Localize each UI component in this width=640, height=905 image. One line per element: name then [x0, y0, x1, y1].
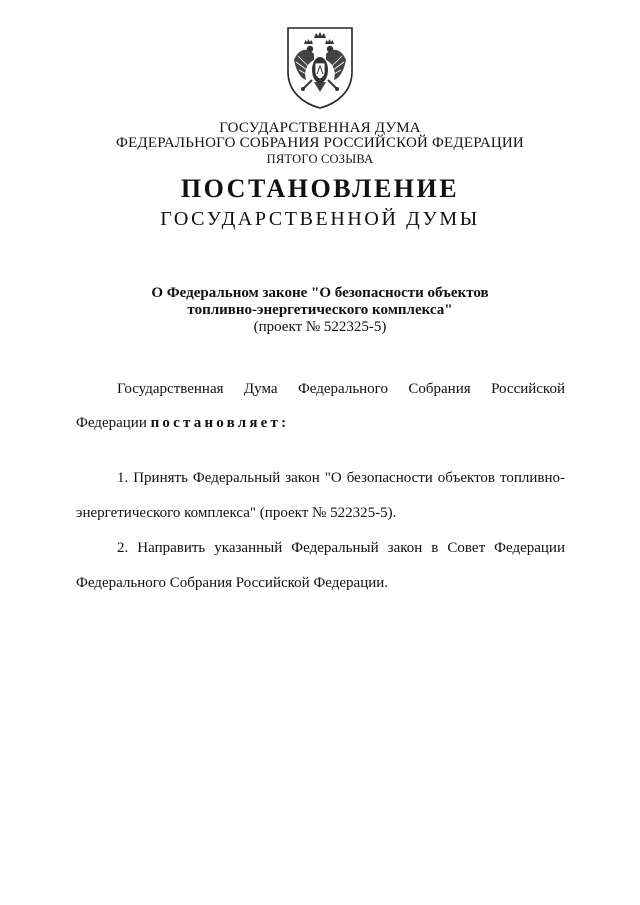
subject-line-3: (проект № 522325-5)	[253, 319, 387, 335]
org-line-3: ПЯТОГО СОЗЫВА	[266, 152, 374, 166]
document-title-sub: ГОСУДАРСТВЕННОЙ ДУМЫ	[160, 208, 480, 230]
item-2-line-2: Федерального Собрания Российской Федерации.	[76, 575, 389, 591]
item-1-line-2: энергетического комплекса" (проект № 522325-5).	[76, 505, 397, 521]
item-1-line-1: 1. Принять Федеральный закон "О безопасности объектов топливно-	[117, 470, 565, 486]
intro-line-2-start: Федерации	[76, 415, 147, 431]
resolution-verb: постановляет:	[150, 415, 290, 431]
intro-line-1: Государственная Дума Федерального Собрания Российской	[117, 381, 565, 397]
document-title: ПОСТАНОВЛЕНИЕ	[180, 174, 460, 203]
intro-line-2	[76, 415, 289, 432]
org-line-1: ГОСУДАРСТВЕННАЯ ДУМА	[219, 120, 421, 136]
org-line-2: ФЕДЕРАЛЬНОГО СОБРАНИЯ РОССИЙСКОЙ ФЕДЕРАЦИИ	[116, 135, 524, 151]
subject-line-1: О Федеральном законе "О безопасности объектов	[151, 285, 489, 301]
russian-coat-of-arms-icon	[284, 26, 356, 110]
item-2-line-1: 2. Направить указанный Федеральный закон в Совет Федерации	[117, 540, 565, 556]
subject-line-2: топливно-энергетического комплекса"	[187, 302, 453, 318]
